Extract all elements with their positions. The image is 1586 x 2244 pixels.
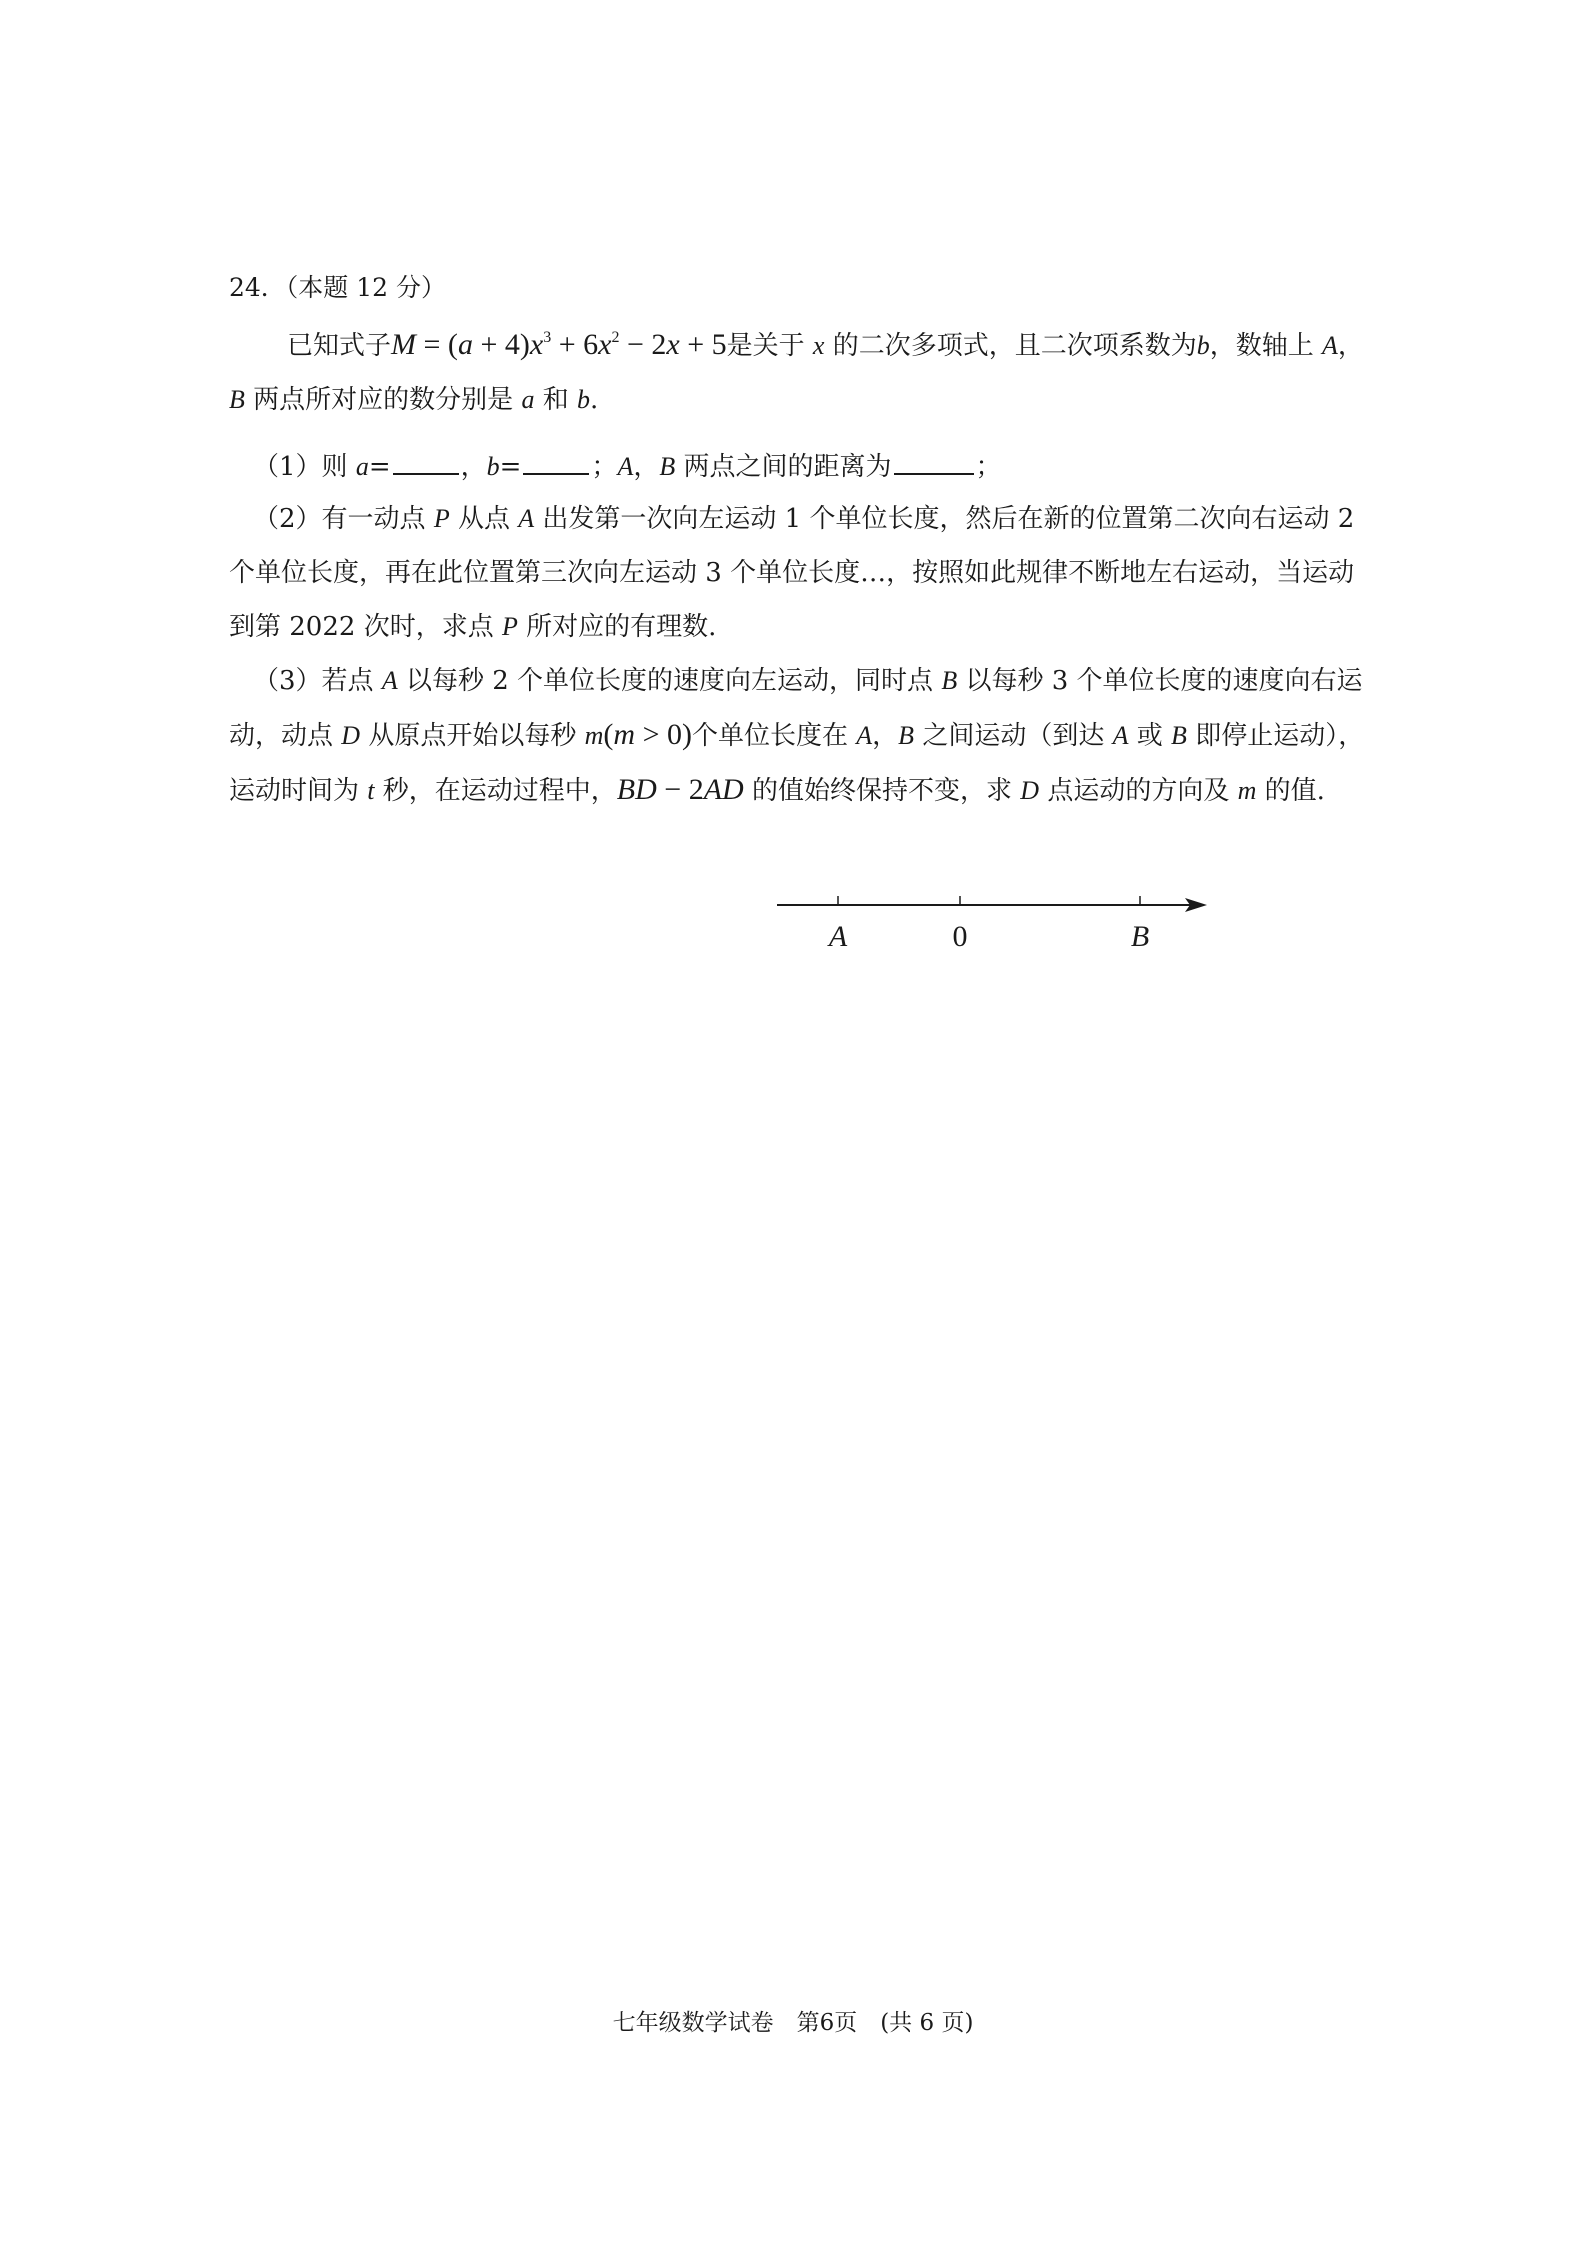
label-zero: 0 (952, 920, 968, 953)
number-line-diagram (775, 882, 1215, 962)
page-footer: 七年级数学试卷 第6页 (共 6 页) (612, 2010, 974, 2036)
answer-blank-distance[interactable] (894, 451, 974, 475)
polynomial-formula: $M = (a + 4)x^3 + 6x^2 - 2x + 5$ (391, 328, 727, 361)
question-header: 24．（本题 12 分） (229, 273, 447, 302)
question-intro: 已知式子$M = (a + 4)x^3 + 6x^2 - 2x + 5$是关于 x 的二次多项式，且二次项系数为b，数轴上 A，B 两点所对应的数分别是 a 和 b. (229, 328, 1364, 415)
answer-blank-a[interactable] (393, 451, 459, 475)
sub-question-2: （2）有一动点 P 从点 A 出发第一次向左运动 1 个单位长度，然后在新的位置第二次向右运动 2 个单位长度，再在此位置第三次向左运动 3 个单位长度…，按照如此规律不断地左右运动，当运动到第 2022 次时，求点 P 所对应的有理数. (229, 504, 1355, 642)
intro-text: 已知式子 (287, 331, 392, 361)
answer-blank-b[interactable] (523, 451, 589, 475)
label-a: A (828, 920, 848, 953)
sub-question-1: （1）则 a= ，b= ；A，B 两点之间的距离为 ； (253, 452, 1002, 482)
label-b: B (1130, 920, 1150, 953)
sub-question-3: （3）若点 A 以每秒 2 个单位长度的速度向左运动，同时点 B 以每秒 3 个单位长度的速度向右运动，动点 D 从原点开始以每秒 m(m > 0)个单位长度在 A，B 之间运动（到达 A 或 B 即停止运动），运动时间为 t 秒，在运动过程中，BD − 2AD 的值始终保持不变，求 D 点运动的方向及 m 的值. (229, 666, 1365, 806)
